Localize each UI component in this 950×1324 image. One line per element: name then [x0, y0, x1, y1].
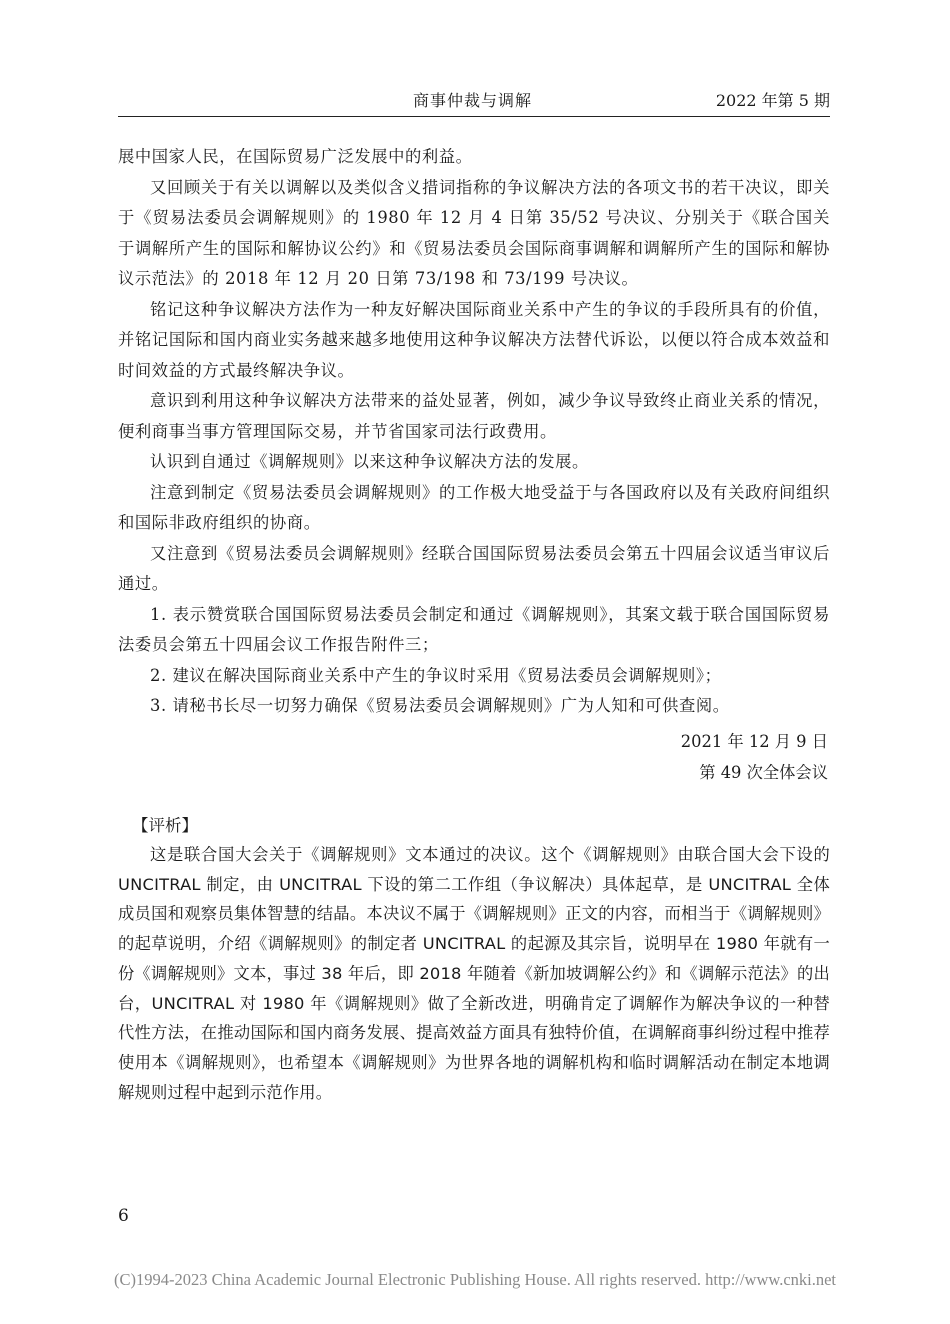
- page-number: 6: [118, 1206, 129, 1226]
- analysis-paragraph: 这是联合国大会关于《调解规则》文本通过的决议。这个《调解规则》由联合国大会下设的 UNCITRAL 制定，由 UNCITRAL 下设的第二工作组（争议解决）具体起草，是 UNCITRAL 全体成员国和观察员集体智慧的结晶。本决议不属于《调解规则》正文的内容，而相当于《调解规则》的起草说明，介绍《调解规则》的制定者 UNCITRAL 的起源及其宗旨，说明早在 1980 年就有一份《调解规则》文本，事过 38 年后，即 2018 年随着《新加坡调解公约》和《调解示范法》的出台，UNCITRAL 对 1980 年《调解规则》做了全新改进，明确肯定了调解作为解决争议的一种替代性方法，在推动国际和国内商务发展、提高效益方面具有独特价值，在调解商事纠纷过程中推荐使用本《调解规则》，也希望本《调解规则》为世界各地的调解机构和临时调解活动在制定本地调解规则过程中起到示范作用。: [118, 845, 830, 1102]
- body-paragraph: 展中国家人民，在国际贸易广泛发展中的利益。: [118, 147, 473, 166]
- resolution-date: 2021 年 12 月 9 日: [680, 732, 828, 751]
- resolution-body: [118, 142, 830, 722]
- running-header: [118, 78, 830, 117]
- body-paragraph: 又回顾关于有关以调解以及类似含义措词指称的争议解决方法的各项文书的若干决议，即关于《贸易法委员会调解规则》的 1980 年 12 月 4 日第 35/52 号决议、分别关于《联合国关于调解所产生的国际和解协议公约》和《贸易法委员会国际商事调解和调解所产生的国际和解协议示范法》的 2018 年 12 月 20 日第 73/198 和 73/199 号决议。: [118, 177, 830, 288]
- body-paragraph: 注意到制定《贸易法委员会调解规则》的工作极大地受益于与各国政府以及有关政府间组织和国际非政府组织的协商。: [118, 482, 830, 532]
- journal-title: 商事仲裁与调解: [413, 91, 533, 110]
- meeting-label: 第 49 次全体会议: [699, 763, 828, 782]
- numbered-clause: 3. 请秘书长尽一切努力确保《贸易法委员会调解规则》广为人知和可供查阅。: [150, 696, 730, 715]
- copyright-footer: (C)1994-2023 China Academic Journal Electronic Publishing House. All rights reserved. http://www.cnki.net: [113, 1270, 837, 1289]
- numbered-clause: 2. 建议在解决国际商业关系中产生的争议时采用《贸易法委员会调解规则》；: [150, 665, 722, 685]
- analysis-heading: 【评析】: [132, 816, 198, 835]
- issue-label: 2022 年第 5 期: [715, 91, 830, 110]
- numbered-clause: 1. 表示赞赏联合国国际贸易法委员会制定和通过《调解规则》，其案文载于联合国国际贸易法委员会第五十四届会议工作报告附件三；: [118, 604, 830, 654]
- body-paragraph: 铭记这种争议解决方法作为一种友好解决国际商业关系中产生的争议的手段所具有的价值，并铭记国际和国内商业实务越来越多地使用这种争议解决方法替代诉讼，以便以符合成本效益和时间效益的方式最终解决争议。: [118, 299, 830, 380]
- body-paragraph: 认识到自通过《调解规则》以来这种争议解决方法的发展。: [150, 452, 589, 471]
- signature-block: [118, 726, 830, 788]
- body-paragraph: 意识到利用这种争议解决方法带来的益处显著，例如，减少争议导致终止商业关系的情况，便利商事当事方管理国际交易，并节省国家司法行政费用。: [118, 391, 830, 441]
- body-paragraph: 又注意到《贸易法委员会调解规则》经联合国国际贸易法委员会第五十四届会议适当审议后通过。: [118, 543, 830, 593]
- analysis-section: [118, 840, 830, 1107]
